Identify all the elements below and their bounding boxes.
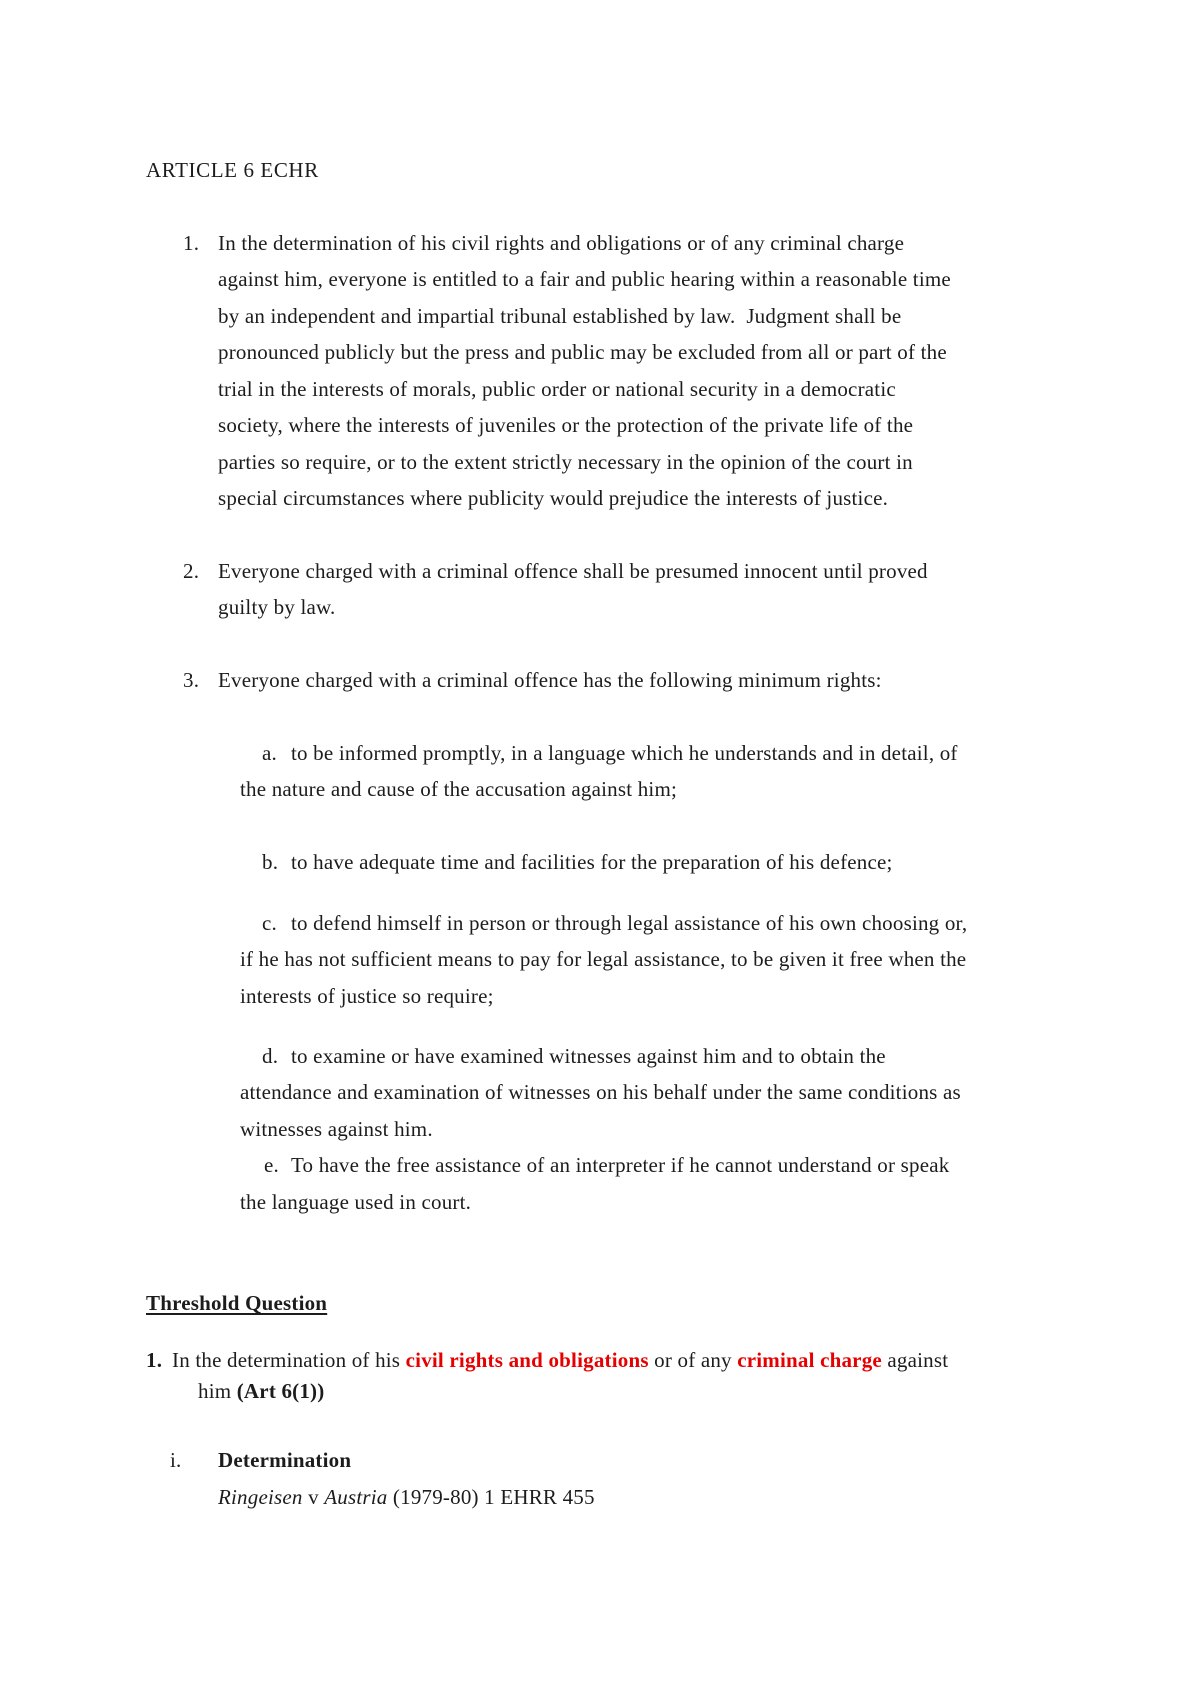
item-1-line: In the determination of his civil rights and obligations or of any criminal charge bbox=[218, 231, 905, 255]
item-1-line: society, where the interests of juveniles or the protection of the private life of the bbox=[218, 413, 914, 437]
question-1-line bbox=[172, 1346, 948, 1374]
subitem-c-line: to defend himself in person or through legal assistance of his own choosing or, bbox=[291, 911, 968, 935]
item-2-line: guilty by law. bbox=[218, 595, 336, 619]
subitem-a-line: to be informed promptly, in a language which he understands and in detail, of bbox=[291, 741, 958, 765]
subitem-c-line: if he has not sufficient means to pay for legal assistance, to be given it free when the bbox=[240, 947, 967, 971]
item-2-number: 2. bbox=[183, 559, 200, 583]
question-text: him bbox=[198, 1379, 237, 1403]
case-reference: (1979-80) 1 EHRR 455 bbox=[387, 1485, 595, 1509]
case-citation bbox=[218, 1483, 595, 1511]
subitem-e-line: To have the free assistance of an interpreter if he cannot understand or speak bbox=[291, 1153, 950, 1177]
case-versus: v bbox=[302, 1485, 325, 1509]
item-1-line: by an independent and impartial tribunal established by law. Judgment shall be bbox=[218, 304, 902, 328]
subitem-e-line: the language used in court. bbox=[240, 1190, 472, 1214]
item-2-line: Everyone charged with a criminal offence shall be presumed innocent until proved bbox=[218, 559, 928, 583]
subitem-d-line: witnesses against him. bbox=[240, 1117, 433, 1141]
question-text: or of any bbox=[648, 1348, 738, 1372]
highlight-civil-rights: civil rights and obligations bbox=[405, 1348, 649, 1372]
subitem-b-letter: b. bbox=[262, 850, 279, 874]
subitem-e-letter: e. bbox=[264, 1153, 279, 1177]
document-title: ARTICLE 6 ECHR bbox=[146, 158, 319, 182]
subsection-label: Determination bbox=[218, 1448, 352, 1472]
subitem-a-letter: a. bbox=[262, 741, 277, 765]
subitem-a-line: the nature and cause of the accusation against him; bbox=[240, 777, 678, 801]
subitem-d-line: attendance and examination of witnesses on his behalf under the same conditions as bbox=[240, 1080, 961, 1104]
item-1-line: pronounced publicly but the press and public may be excluded from all or part of the bbox=[218, 340, 947, 364]
subsection-numeral: i. bbox=[170, 1448, 182, 1472]
subitem-c-line: interests of justice so require; bbox=[240, 984, 494, 1008]
subitem-b-line: to have adequate time and facilities for the preparation of his defence; bbox=[291, 850, 893, 874]
article-reference: (Art 6(1)) bbox=[236, 1379, 325, 1403]
case-party-2: Austria bbox=[324, 1485, 388, 1509]
subitem-d-line: to examine or have examined witnesses against him and to obtain the bbox=[291, 1044, 886, 1068]
highlight-criminal-charge: criminal charge bbox=[737, 1348, 882, 1372]
item-1-number: 1. bbox=[183, 231, 200, 255]
question-1-number: 1. bbox=[146, 1348, 163, 1372]
subitem-d-letter: d. bbox=[262, 1044, 279, 1068]
question-text: against bbox=[881, 1348, 949, 1372]
question-1-line bbox=[198, 1377, 324, 1405]
subitem-c-letter: c. bbox=[262, 911, 277, 935]
question-text: In the determination of his bbox=[172, 1348, 406, 1372]
item-1-line: trial in the interests of morals, public order or national security in a democratic bbox=[218, 377, 896, 401]
item-3-line: Everyone charged with a criminal offence has the following minimum rights: bbox=[218, 668, 882, 692]
threshold-heading: Threshold Question bbox=[146, 1291, 328, 1315]
case-party-1: Ringeisen bbox=[218, 1485, 303, 1509]
item-1-line: against him, everyone is entitled to a fair and public hearing within a reasonable time bbox=[218, 267, 951, 291]
item-1-line: special circumstances where publicity would prejudice the interests of justice. bbox=[218, 486, 889, 510]
item-1-line: parties so require, or to the extent strictly necessary in the opinion of the court in bbox=[218, 450, 913, 474]
item-3-number: 3. bbox=[183, 668, 200, 692]
